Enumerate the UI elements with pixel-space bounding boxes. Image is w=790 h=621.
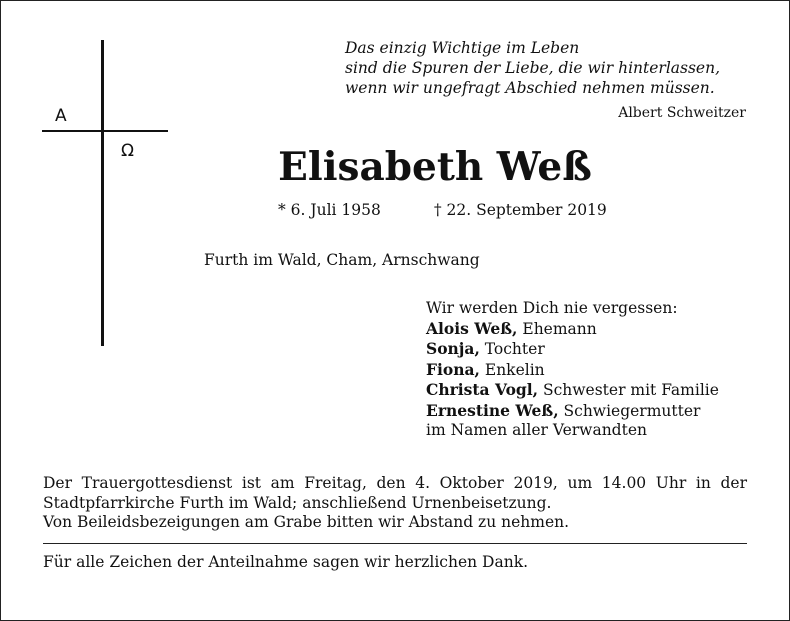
mourner-relation: Schwiegermutter (558, 401, 701, 420)
cross-vertical-bar (101, 40, 104, 346)
mourner-relation: Enkelin (479, 360, 545, 379)
mourner-name: Sonja, (426, 339, 480, 358)
divider (43, 543, 747, 544)
life-dates (278, 201, 607, 219)
deceased-name: Elisabeth Weß (278, 144, 592, 190)
mourner-row (426, 360, 719, 381)
mourner-relation: Ehemann (517, 319, 597, 338)
cross-horizontal-bar (42, 130, 168, 132)
birth-date: * 6. Juli 1958 (278, 201, 381, 219)
mourner-row (426, 319, 719, 340)
mourner-name: Fiona, (426, 359, 480, 379)
mourner-relation: Tochter (479, 340, 545, 358)
omega-symbol: Ω (121, 141, 134, 161)
mourner-name: Alois Weß, (426, 318, 518, 338)
thanks-text: Für alle Zeichen der Anteilnahme sagen wir herzlichen Dank. (43, 553, 529, 571)
quote-author: Albert Schweitzer (618, 105, 746, 121)
service-details: Der Trauergottesdienst ist am Freitag, den 4. Oktober 2019, um 14.00 Uhr in der Stadtpfarrkirche Furth im Wald; anschließend Urnenbeisetzung. (43, 474, 747, 512)
mourners-block (426, 299, 719, 441)
quote (345, 38, 720, 98)
mourners-closing: im Namen aller Verwandten (426, 421, 647, 439)
quote-line: Das einzig Wichtige im Leben (345, 39, 580, 57)
mourner-row (426, 401, 719, 422)
quote-line: sind die Spuren der Liebe, die wir hinterlassen, (345, 59, 721, 77)
mourners-intro: Wir werden Dich nie vergessen: (426, 299, 678, 317)
places: Furth im Wald, Cham, Arnschwang (204, 251, 480, 269)
mourner-name: Christa Vogl, (426, 380, 539, 399)
quote-line: wenn wir ungefragt Abschied nehmen müssen. (345, 79, 715, 97)
condolence-request: Von Beileidsbezeigungen am Grabe bitten wir Abstand zu nehmen. (43, 513, 570, 531)
mourner-relation: Schwester mit Familie (538, 381, 719, 399)
death-date: † 22. September 2019 (433, 201, 607, 219)
alpha-symbol: A (55, 106, 67, 126)
mourner-row (426, 380, 719, 401)
mourner-name: Ernestine Weß, (426, 400, 559, 420)
mourner-row (426, 339, 719, 360)
service-info (43, 474, 747, 533)
